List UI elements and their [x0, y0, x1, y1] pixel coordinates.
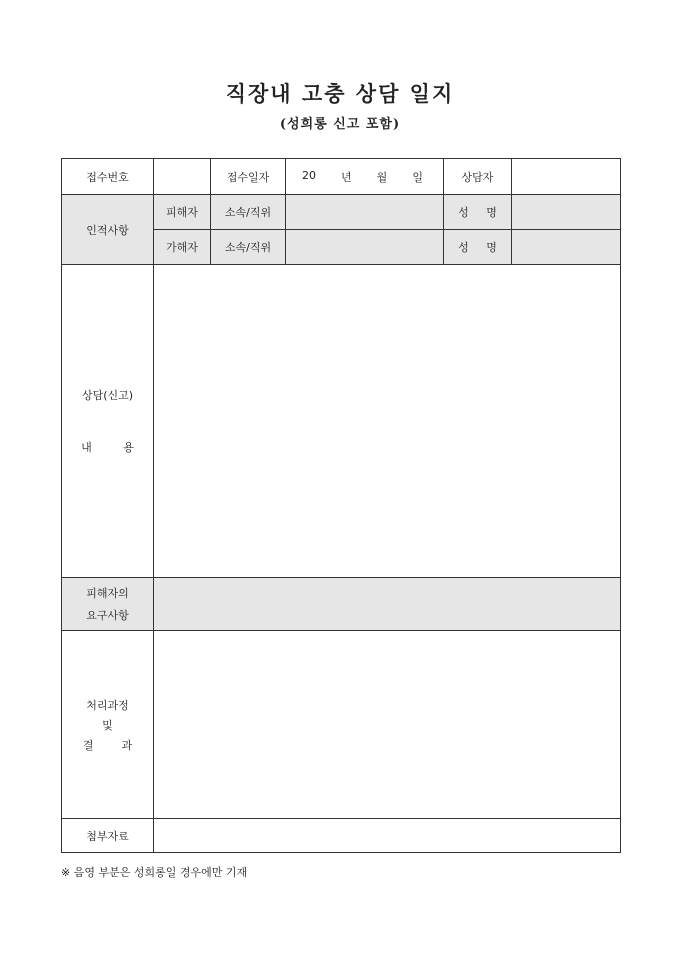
victim-name-field[interactable] — [512, 195, 621, 230]
process-char-1: 결 — [82, 738, 94, 752]
page-title: 직장내 고충 상담 일지 — [225, 81, 455, 106]
content-label-line-1: 상담(신고) — [81, 389, 134, 402]
footnote: ※ 음영 부분은 성희롱일 경우에만 기재 — [61, 866, 248, 879]
receipt-date-label: 접수일자 — [211, 159, 286, 195]
process-label-line-3 — [62, 737, 153, 753]
attachment-field[interactable] — [154, 819, 621, 853]
process-char-2: 과 — [121, 738, 133, 752]
victim-affiliation-label: 소속/직위 — [211, 195, 286, 230]
attachment-label: 첨부자료 — [62, 819, 154, 853]
process-result-label — [62, 631, 154, 819]
offender-affiliation-field[interactable] — [286, 230, 444, 265]
page-subtitle: (성희롱 신고 포함) — [279, 117, 401, 132]
victim-request-label — [62, 578, 154, 631]
consultation-form — [61, 158, 621, 853]
request-label-line-1: 피해자의 — [86, 587, 129, 600]
receipt-date-field[interactable] — [286, 159, 444, 195]
name-char-2: 명 — [486, 206, 497, 219]
receipt-number-field[interactable] — [154, 159, 211, 195]
content-char-2: 용 — [123, 441, 134, 454]
counselor-label: 상담자 — [444, 159, 512, 195]
consultation-content-field[interactable] — [154, 265, 621, 578]
name-char-1: 성 — [458, 206, 469, 219]
counselor-field[interactable] — [512, 159, 621, 195]
personal-info-label: 인적사항 — [62, 195, 154, 265]
offender-affiliation-label: 소속/직위 — [211, 230, 286, 265]
offender-name-label — [444, 230, 512, 265]
name-char-2: 명 — [486, 241, 497, 254]
process-label-line-2: 및 — [102, 718, 113, 732]
request-label-line-2: 요구사항 — [86, 609, 129, 622]
name-char-1: 성 — [458, 241, 469, 254]
receipt-number-label: 접수번호 — [62, 159, 154, 195]
victim-request-field[interactable] — [154, 578, 621, 631]
victim-label: 피해자 — [154, 195, 211, 230]
date-month-unit: 월 — [376, 170, 388, 184]
consultation-content-label — [62, 265, 154, 578]
victim-name-label — [444, 195, 512, 230]
content-label-line-2 — [62, 439, 153, 455]
offender-name-field[interactable] — [512, 230, 621, 265]
date-year-unit: 년 — [341, 170, 352, 184]
process-label-line-1: 처리과정 — [86, 698, 129, 712]
offender-label: 가해자 — [154, 230, 211, 265]
date-day-unit: 일 — [412, 170, 423, 184]
victim-affiliation-field[interactable] — [286, 195, 444, 230]
process-result-field[interactable] — [154, 631, 621, 819]
content-char-1: 내 — [81, 441, 92, 454]
date-year: 20 — [302, 168, 316, 182]
